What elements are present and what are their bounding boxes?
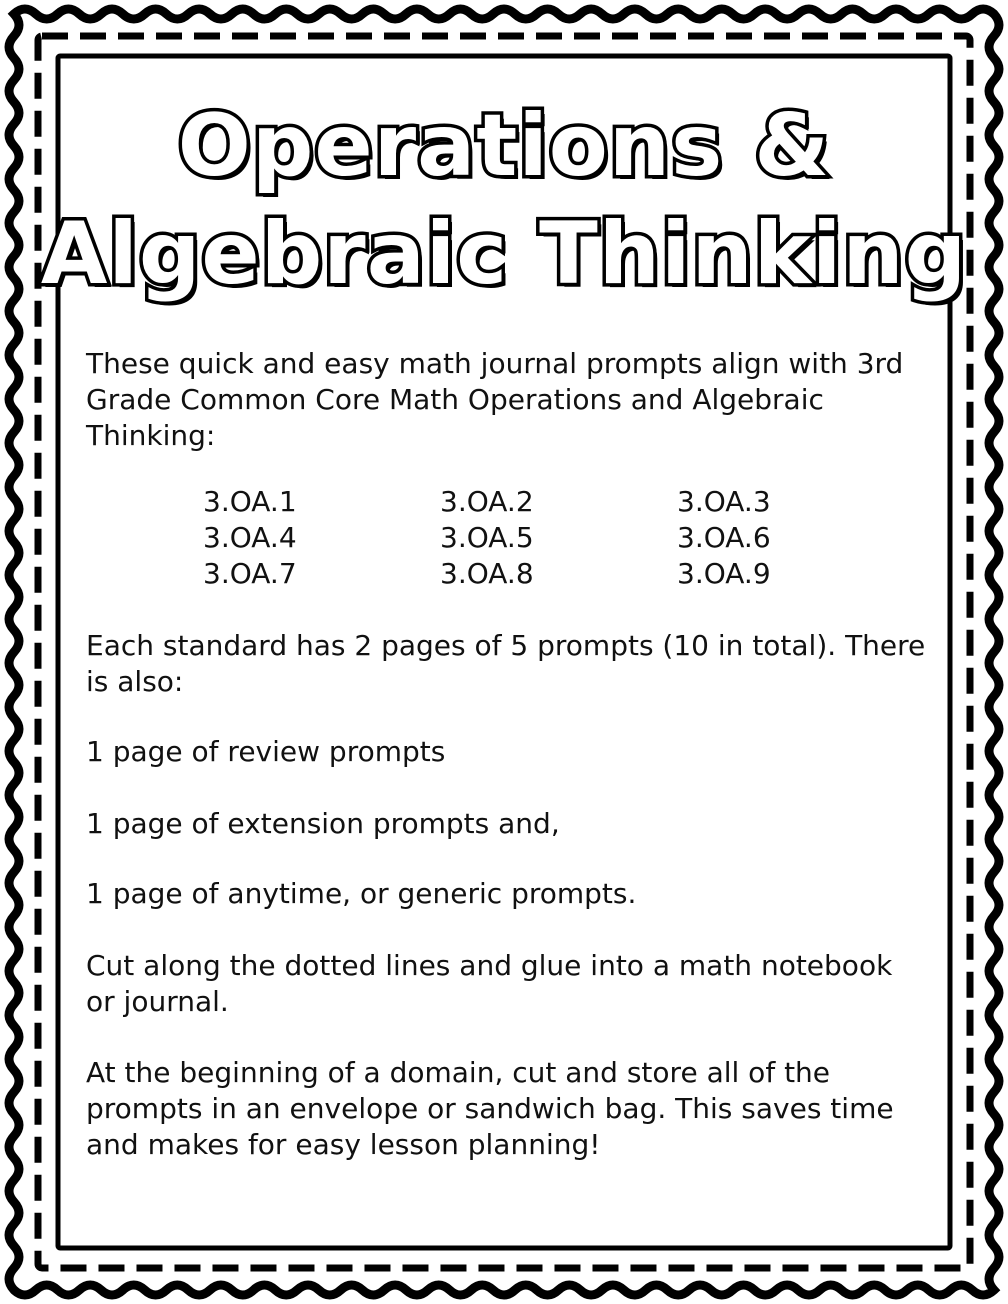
standard-item: 3.OA.7 [203, 557, 297, 590]
anytime-prompts-line: 1 page of anytime, or generic prompts. [86, 877, 637, 910]
standard-item: 3.OA.1 [203, 485, 297, 518]
standard-item: 3.OA.4 [203, 521, 297, 554]
standard-item: 3.OA.2 [440, 485, 534, 518]
review-prompts-line: 1 page of review prompts [86, 735, 446, 768]
standard-item: 3.OA.8 [440, 557, 534, 590]
title-line-2: Algebraic Thinking [40, 204, 968, 304]
storage-tip-paragraph: At the beginning of a domain, cut and store all of the prompts in an envelope or sandwich bag. This saves time and makes for easy lesson planning! [86, 1056, 894, 1161]
standard-item: 3.OA.9 [677, 557, 771, 590]
each-standard-paragraph: Each standard has 2 pages of 5 prompts (10 in total). There is also: [86, 629, 926, 698]
standard-item: 3.OA.6 [677, 521, 771, 554]
extension-prompts-line: 1 page of extension prompts and, [86, 807, 560, 840]
intro-paragraph: These quick and easy math journal prompts align with 3rd Grade Common Core Math Operations and Algebraic Thinking: [86, 347, 904, 452]
cut-instructions-paragraph: Cut along the dotted lines and glue into a math notebook or journal. [86, 949, 893, 1018]
standard-item: 3.OA.5 [440, 521, 534, 554]
standard-item: 3.OA.3 [677, 485, 771, 518]
page-title [0, 92, 1008, 308]
title-line-1: Operations & [177, 96, 831, 196]
standards-grid [203, 484, 843, 592]
